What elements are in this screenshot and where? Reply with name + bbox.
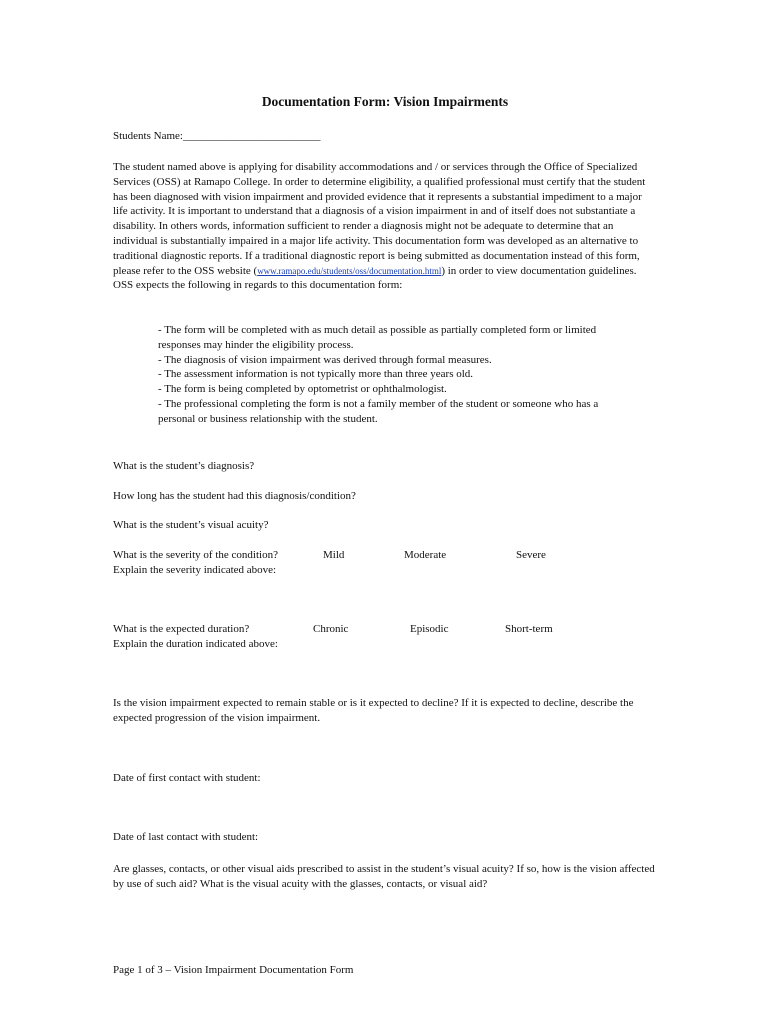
student-name-field: Students Name:_________________________ — [113, 130, 321, 142]
expectation-item: - The professional completing the form is not a family member of the student or someone who has a personal or business relationship with the student. — [158, 397, 599, 425]
question-duration-explain: Explain the duration indicated above: — [113, 638, 278, 650]
question-severity-explain: Explain the severity indicated above: — [113, 564, 277, 576]
question-visual-aids: Are glasses, contacts, or other visual aids prescribed to assist in the student’s visual acuity? If so, how is the vision affected by use of such aid? What is the visual acuity with the glasses, contacts, or visual aid? — [113, 863, 655, 890]
expectation-item: - The form is being completed by optometrist or ophthalmologist. — [158, 383, 447, 396]
intro-text-after-link: ) in order to view documentation guidelines. OSS expects the following in regards to this documentation form: — [113, 264, 637, 292]
expectation-item: - The assessment information is not typically more than three years old. — [158, 368, 474, 381]
question-last-contact: Date of last contact with student: — [113, 831, 259, 843]
expectation-item: - The diagnosis of vision impairment was derived through formal measures. — [158, 353, 492, 366]
expectations-list — [158, 323, 628, 427]
question-acuity: What is the student’s visual acuity? — [113, 519, 269, 531]
duration-option-chronic[interactable]: Chronic — [313, 623, 349, 635]
duration-option-short-term[interactable]: Short-term — [505, 623, 553, 635]
severity-option-mild[interactable]: Mild — [323, 549, 345, 561]
page-title: Documentation Form: Vision Impairments — [261, 94, 509, 109]
page-footer: Page 1 of 3 – Vision Impairment Documentation Form — [113, 964, 354, 976]
severity-option-severe[interactable]: Severe — [516, 549, 546, 561]
question-stable: Is the vision impairment expected to remain stable or is it expected to decline? If it is expected to decline, describe the expected progression of the vision impairment. — [113, 697, 634, 724]
oss-website-link[interactable]: www.ramapo.edu/students/oss/documentation.html — [257, 265, 442, 276]
intro-paragraph — [113, 160, 658, 293]
question-how-long: How long has the student had this diagnosis/condition? — [113, 490, 356, 502]
duration-option-episodic[interactable]: Episodic — [410, 623, 449, 635]
expectation-item: - The form will be completed with as much detail as possible as partially completed form or limited responses may hinder the eligibility process. — [158, 324, 597, 351]
question-severity: What is the severity of the condition? — [113, 549, 278, 561]
question-first-contact: Date of first contact with student: — [113, 772, 261, 784]
intro-text-before-link: The student named above is applying for disability accommodations and / or services through the Office of Specialized Services (OSS) at Ramapo College. In order to determine eligibility, a qualified professional must certify that the student has been diagnosed with vision impairment and provided evidence that it represents a substantial impediment to a major life activity. It is important to understand that a diagnosis of a vision impairment in and of itself does not substantiate a disability. In others words, information sufficient to render a diagnosis might not be adequate to determine that an individual is substantially impaired in a major life activity. This documentation form was developed as an alternative to traditional diagnostic reports. If a traditional diagnostic report is being submitted as documentation instead of this form, please refer to the OSS website ( — [113, 161, 646, 277]
question-diagnosis: What is the student’s diagnosis? — [113, 460, 255, 472]
severity-option-moderate[interactable]: Moderate — [404, 549, 447, 561]
question-duration: What is the expected duration? — [113, 623, 250, 635]
